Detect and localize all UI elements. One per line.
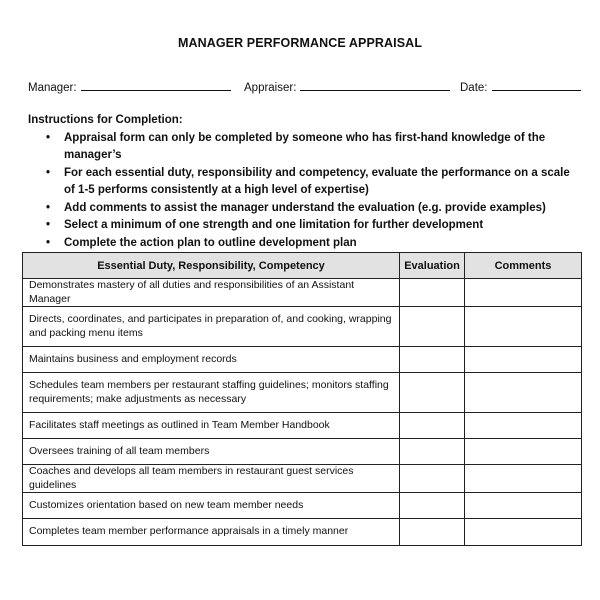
instructions-list bbox=[28, 130, 583, 253]
table-row bbox=[23, 493, 582, 519]
instruction-item: • Appraisal form can only be completed by someone who has first-hand knowledge of the manager’s bbox=[46, 131, 546, 161]
instruction-item: • For each essential duty, responsibility and competency, evaluate the performance on a scale of 1-5 performs consistently at a high level of expertise) bbox=[46, 166, 570, 196]
comments-cell[interactable] bbox=[465, 493, 582, 519]
bullet-icon: • bbox=[46, 219, 51, 231]
instruction-item: • Add comments to assist the manager understand the evaluation (e.g. provide examples) bbox=[28, 200, 583, 218]
table-row bbox=[23, 373, 582, 413]
duty-cell: Schedules team members per restaurant staffing guidelines; monitors staffing requirements; make adjustments as necessary bbox=[23, 373, 400, 413]
bullet-icon: • bbox=[46, 166, 51, 179]
comments-cell[interactable] bbox=[465, 519, 582, 546]
evaluation-cell[interactable] bbox=[400, 413, 465, 439]
duty-cell: Completes team member performance appraisals in a timely manner bbox=[23, 519, 400, 546]
table-row bbox=[23, 347, 582, 373]
duty-cell: Demonstrates mastery of all duties and responsibilities of an Assistant Manager bbox=[23, 279, 400, 307]
table-row bbox=[23, 519, 582, 546]
comments-cell[interactable] bbox=[465, 307, 582, 347]
header-evaluation: Evaluation bbox=[400, 253, 465, 279]
duty-cell: Directs, coordinates, and participates in preparation of, and cooking, wrapping and packing menu items bbox=[23, 307, 400, 347]
comments-cell[interactable] bbox=[465, 465, 582, 493]
table-row bbox=[23, 307, 582, 347]
date-field bbox=[460, 79, 581, 94]
comments-cell[interactable] bbox=[465, 279, 582, 307]
evaluation-cell[interactable] bbox=[400, 519, 465, 546]
instruction-item: • Complete the action plan to outline development plan bbox=[28, 235, 583, 253]
duty-cell: Facilitates staff meetings as outlined in Team Member Handbook bbox=[23, 413, 400, 439]
duty-cell: Maintains business and employment records bbox=[23, 347, 400, 373]
duty-cell: Coaches and develops all team members in restaurant guest services guidelines bbox=[23, 465, 400, 493]
table-row bbox=[23, 279, 582, 307]
evaluation-cell[interactable] bbox=[400, 347, 465, 373]
instructions-heading: Instructions for Completion: bbox=[28, 114, 183, 126]
appraiser-input-line[interactable] bbox=[300, 79, 450, 91]
header-comments: Comments bbox=[465, 253, 582, 279]
date-label: Date: bbox=[460, 82, 488, 94]
bullet-icon: • bbox=[46, 201, 51, 214]
table-row bbox=[23, 413, 582, 439]
comments-cell[interactable] bbox=[465, 373, 582, 413]
appraiser-field bbox=[244, 79, 450, 94]
manager-input-line[interactable] bbox=[81, 79, 231, 91]
header-duty: Essential Duty, Responsibility, Competency bbox=[23, 253, 400, 279]
comments-cell[interactable] bbox=[465, 413, 582, 439]
evaluation-cell[interactable] bbox=[400, 373, 465, 413]
table-header-row bbox=[23, 253, 582, 279]
evaluation-cell[interactable] bbox=[400, 439, 465, 465]
instructions-section bbox=[28, 112, 583, 252]
evaluation-cell[interactable] bbox=[400, 465, 465, 493]
duty-cell: Customizes orientation based on new team member needs bbox=[23, 493, 400, 519]
comments-cell[interactable] bbox=[465, 439, 582, 465]
instruction-item: • Select a minimum of one strength and one limitation for further development bbox=[28, 217, 583, 235]
duty-cell: Oversees training of all team members bbox=[23, 439, 400, 465]
table-row bbox=[23, 465, 582, 493]
evaluation-cell[interactable] bbox=[400, 493, 465, 519]
appraisal-table bbox=[22, 252, 582, 546]
date-input-line[interactable] bbox=[492, 79, 581, 91]
table-row bbox=[23, 439, 582, 465]
bullet-icon: • bbox=[46, 131, 51, 144]
evaluation-cell[interactable] bbox=[400, 279, 465, 307]
manager-label: Manager: bbox=[28, 82, 77, 94]
appraiser-label: Appraiser: bbox=[244, 82, 297, 94]
manager-field bbox=[28, 79, 231, 94]
bullet-icon: • bbox=[46, 236, 51, 249]
evaluation-cell[interactable] bbox=[400, 307, 465, 347]
comments-cell[interactable] bbox=[465, 347, 582, 373]
page-title: MANAGER PERFORMANCE APPRAISAL bbox=[177, 36, 423, 50]
